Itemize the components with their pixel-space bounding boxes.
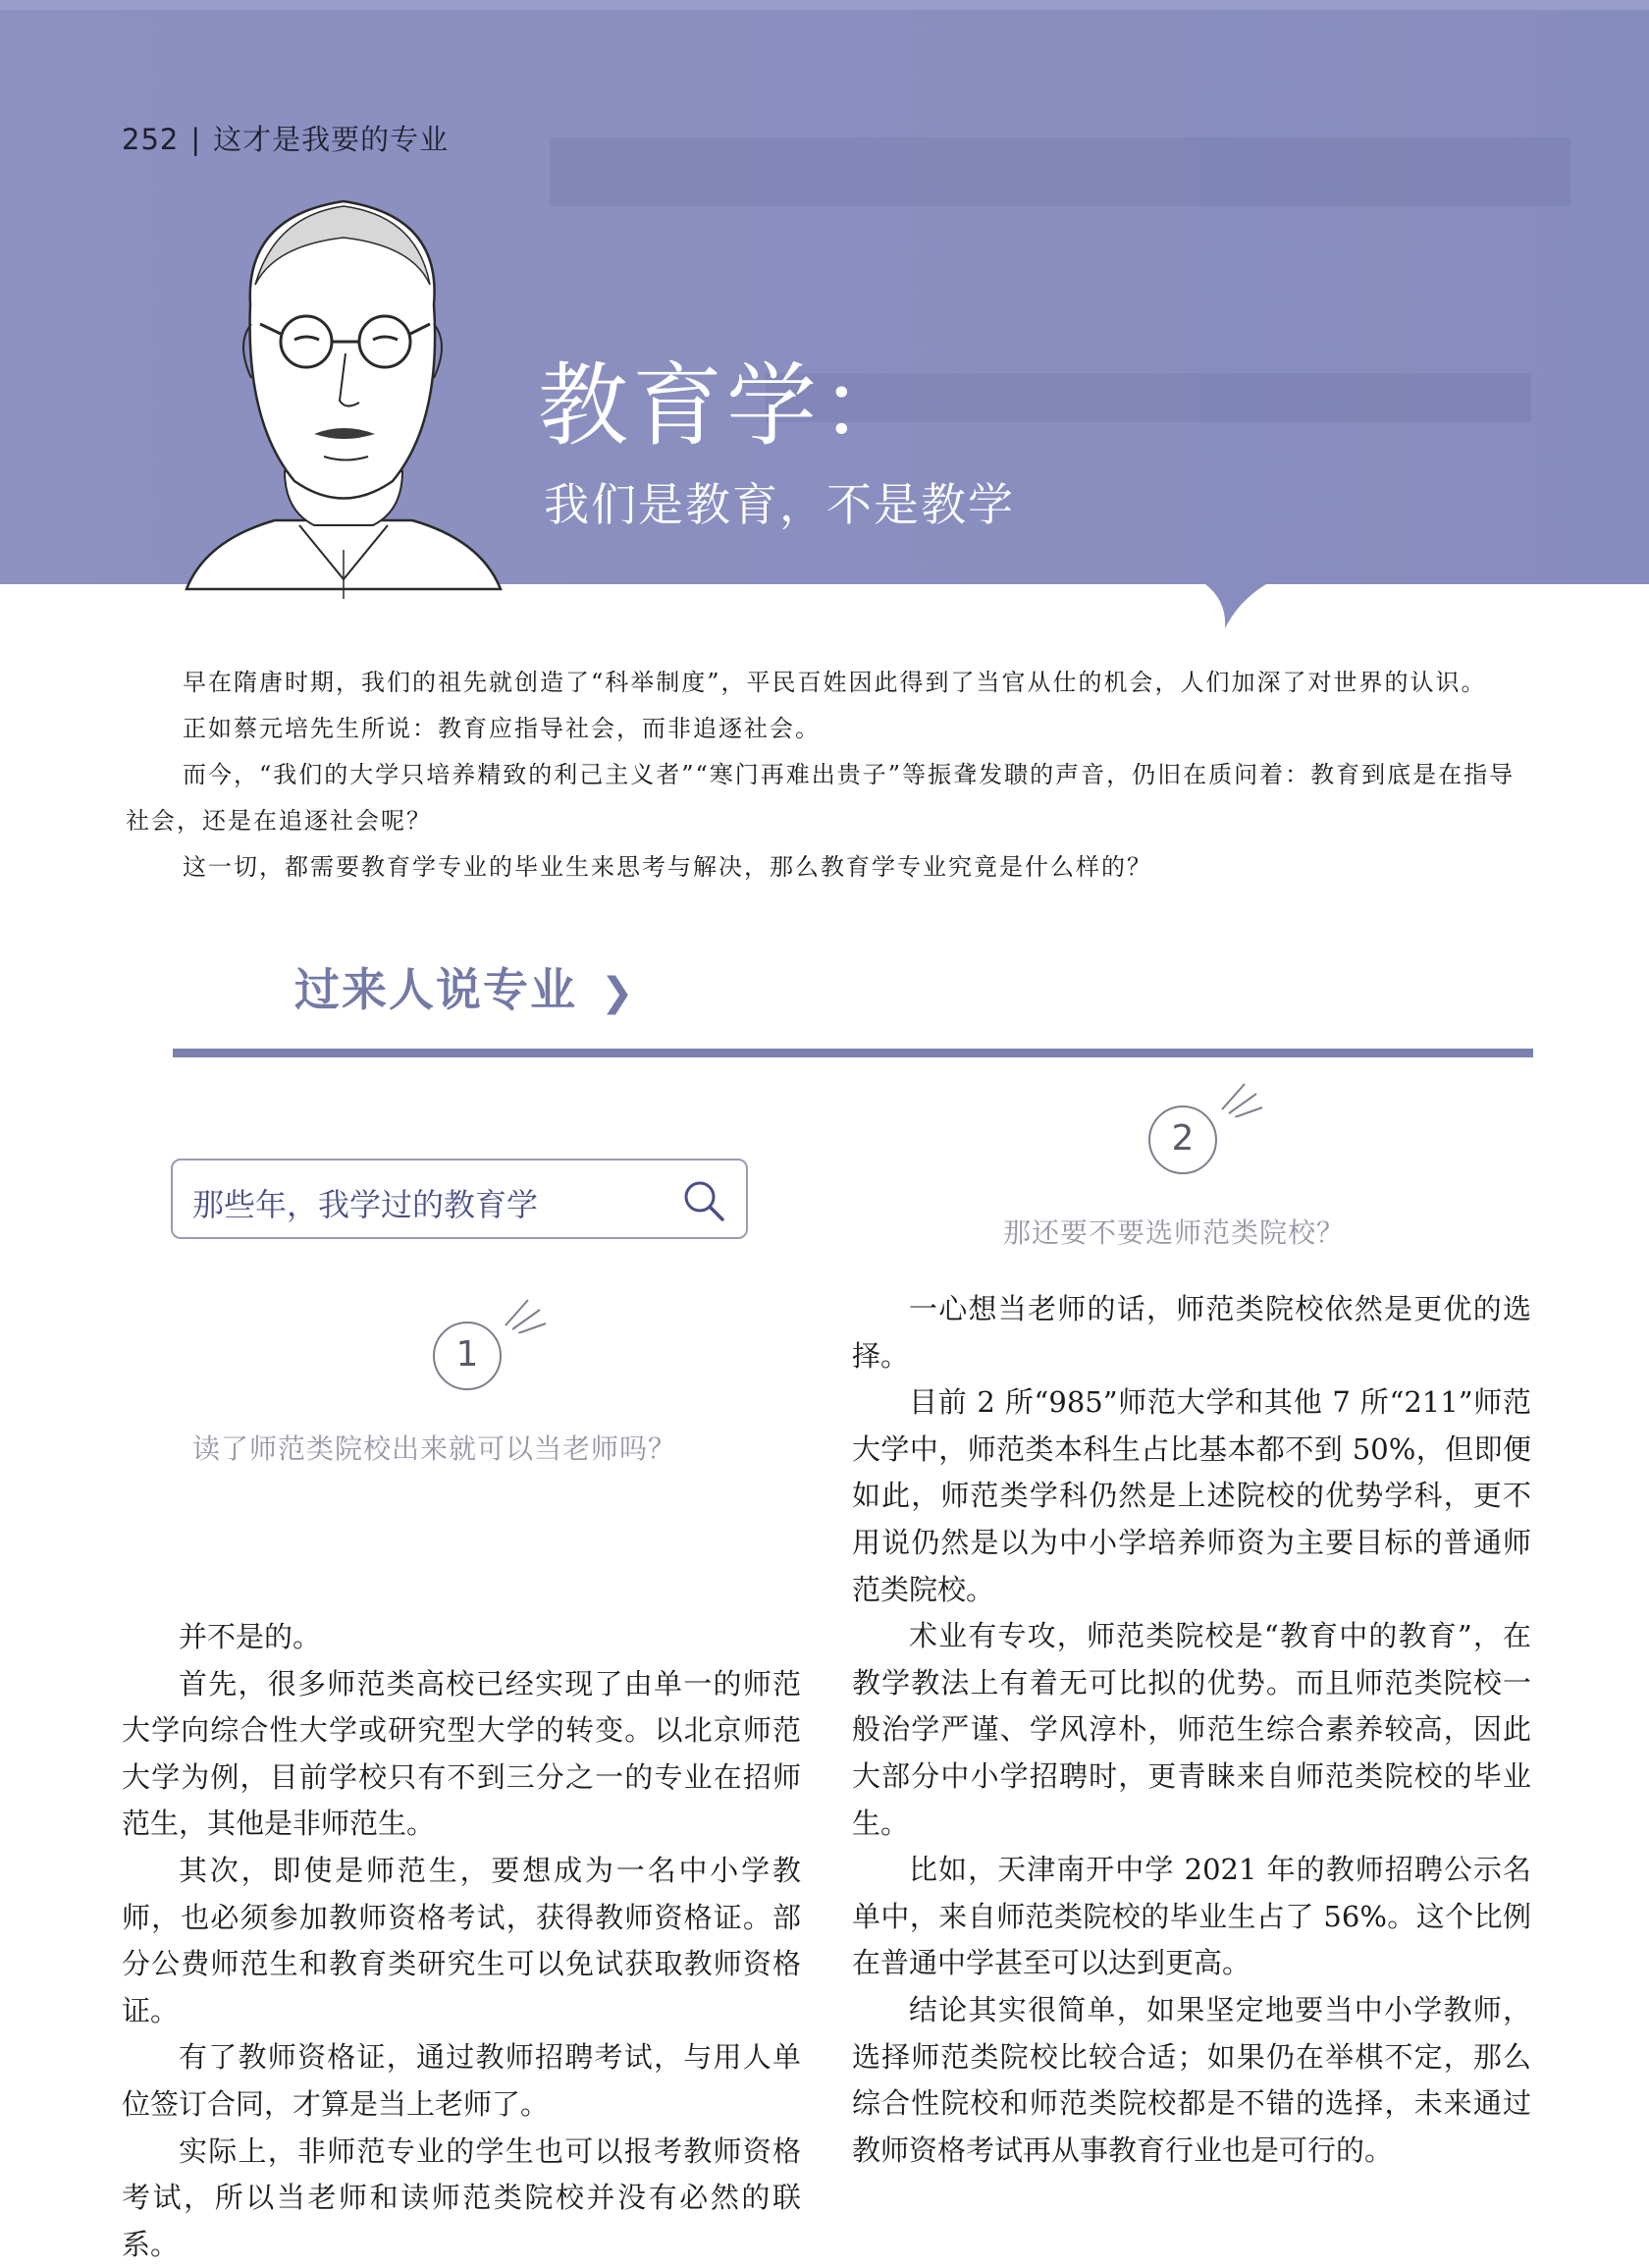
question-number-badge: 2 [1148,1106,1217,1174]
body-paragraph: 实际上，非师范专业的学生也可以报考教师资格考试，所以当老师和读师范类院校并没有必然的联系。 [122,2133,801,2261]
body-paragraph: 一心想当老师的话，师范类院校依然是更优的选择。 [852,1292,1531,1373]
body-paragraph: 有了教师资格证，通过教师招聘考试，与用人单位签订合同，才算是当上老师了。 [122,2040,801,2121]
intro-paragraph: 早在隋唐时期，我们的祖先就创造了“科举制度”，平民百姓因此得到了当官从仕的机会，人们加深了对世界的认识。 [183,669,1487,696]
intro-paragraph: 正如蔡元培先生所说：教育应指导社会，而非追逐社会。 [183,715,821,742]
body-paragraph: 目前 2 所“985”师范大学和其他 7 所“211”师范大学中，师范类本科生占比基本都不到 50%，但即便如此，师范类学科仍然是上述院校的优势学科，更不用说仍然是以为中小学培养师资为主要目标的普通师范类院校。 [852,1385,1531,1606]
intro-section [126,660,1539,891]
question-2-text: 那还要不要选师范类院校？ [1003,1216,1346,1249]
portrait-illustration [167,177,520,599]
search-icon [679,1176,728,1225]
body-paragraph: 结论其实很简单，如果坚定地要当中小学教师，选择师范类院校比较合适；如果仍在举棋不定，那么综合性院校和师范类院校都是不错的选择，未来通过教师资格考试再从事教育行业也是可行的。 [852,1992,1531,2167]
body-paragraph: 其次，即使是师范生，要想成为一名中小学教师，也必须参加教师资格考试，获得教师资格证。部分公费师范生和教育类研究生可以免试获取教师资格证。 [122,1853,801,2027]
page-number: 252 [122,123,180,156]
section-divider [173,1049,1533,1057]
chevron-right-icon: ❯ [601,970,636,1015]
sparkle-icon [1217,1078,1266,1117]
body-paragraph: 术业有专攻，师范类院校是“教育中的教育”，在教学教法上有着无可比拟的优势。而且师范类院校一般治学严谨、学风淳朴，师范生综合素养较高，因此大部分中小学招聘时，更青睐来自师范类院校的毕业生。 [852,1619,1531,1840]
body-paragraph: 比如，天津南开中学 2021 年的教师招聘公示名单中，来自师范类院校的毕业生占了 56%。这个比例在普通中学甚至可以达到更高。 [852,1853,1531,1980]
page-header [122,118,449,158]
question-number-badge: 1 [433,1322,502,1390]
sparkle-icon [501,1294,550,1333]
left-column-text [122,1614,801,2268]
page-subtitle: 我们是教育，不是教学 [544,478,1015,531]
right-column-text [852,1286,1531,2174]
search-box[interactable] [171,1159,748,1239]
question-1-text: 读了师范类院校出来就可以当老师吗？ [192,1432,677,1465]
intro-paragraph: 这一切，都需要教育学专业的毕业生来思考与解决，那么教育学专业究竟是什么样的？ [183,853,1152,881]
body-paragraph: 首先，很多师范类高校已经实现了由单一的师范大学向综合性大学或研究型大学的转变。以北京师范大学为例，目前学校只有不到三分之一的专业在招师范生，其他是非师范生。 [122,1666,801,1841]
book-title: 这才是我要的专业 [213,123,450,156]
page-title: 教育学： [538,353,916,459]
section-heading [294,954,636,1019]
section-heading-text: 过来人说专业 [294,963,577,1016]
body-paragraph: 并不是的。 [179,1620,322,1653]
intro-paragraph: 而今，“我们的大学只培养精致的利己主义者”“寒门再难出贵子”等振聋发聩的声音，仍旧在质问着：教育到底是在指导社会，还是在追逐社会呢？ [126,761,1516,835]
search-box-label: 那些年，我学过的教育学 [192,1186,539,1223]
header-separator: | [190,123,202,156]
